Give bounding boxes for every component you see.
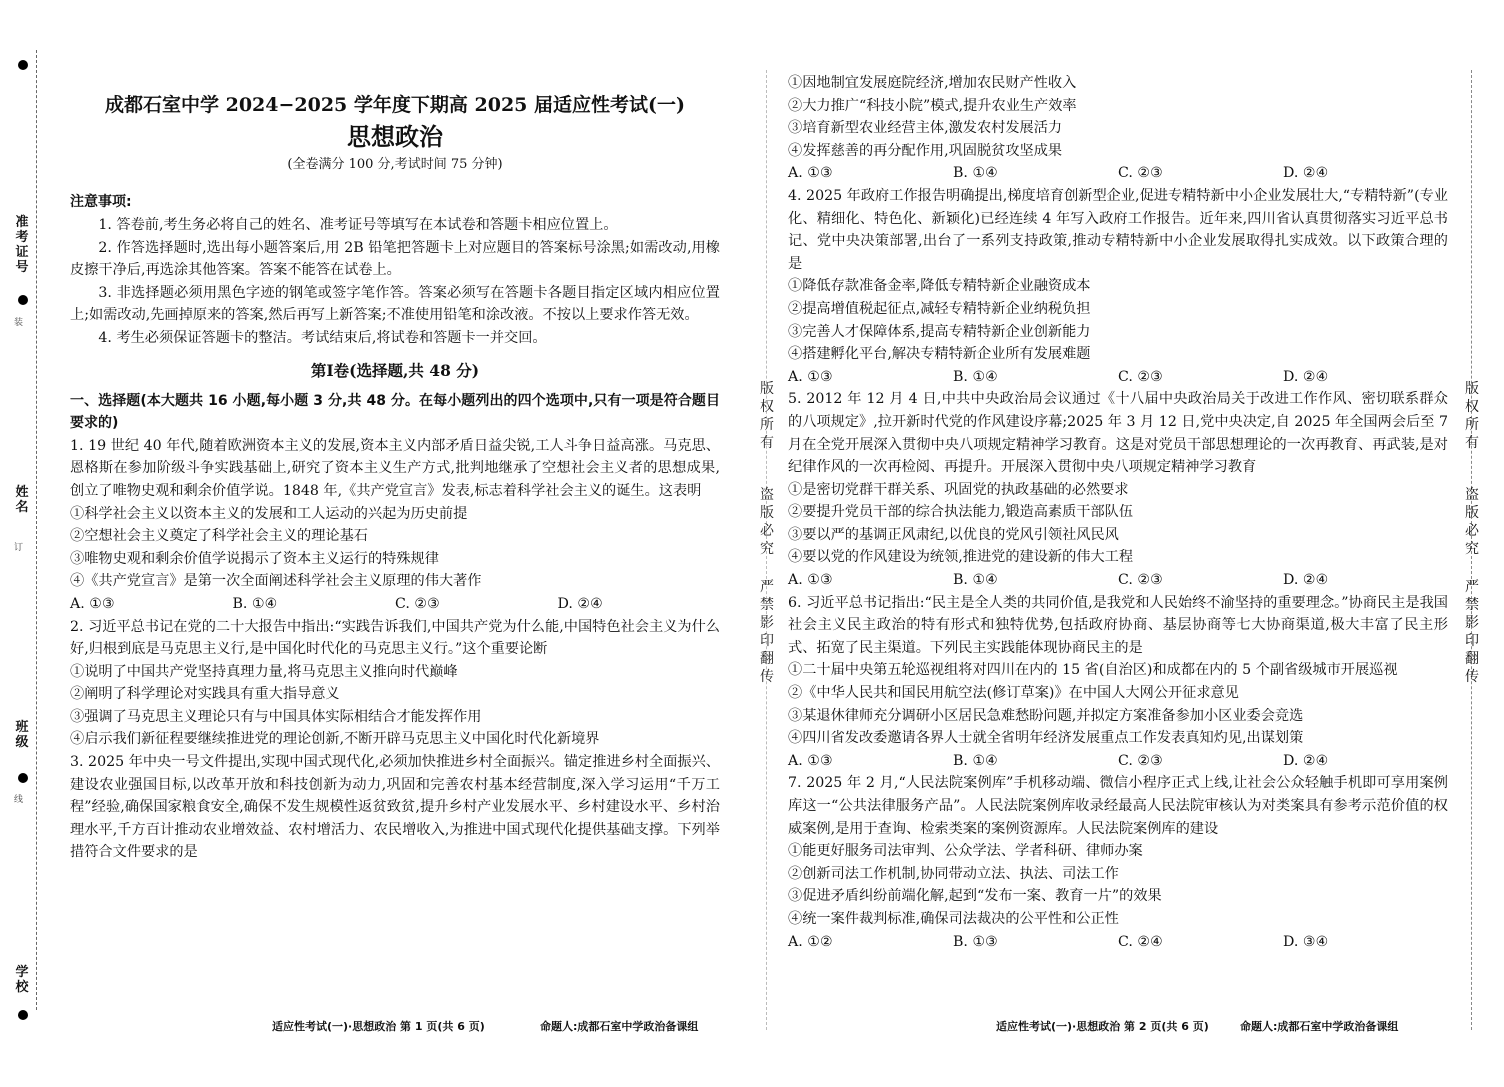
choice-a[interactable]: A. ①③ [788, 572, 833, 589]
mark-xian: 线 [14, 795, 24, 805]
section-heading: 第Ⅰ卷(选择题,共 48 分) [310, 360, 480, 380]
choice-d[interactable]: D. ②④ [557, 595, 603, 612]
choice-d[interactable]: D. ②④ [1283, 368, 1329, 385]
footer-author-2: 命题人:成都石室中学政治备课组 [1240, 1020, 1399, 1033]
copyright-text-mid: 盗版必究 [1465, 487, 1479, 557]
question-item: ④启示我们新征程要继续推进党的理论创新,不断开辟马克思主义中国化时代化新境界 [70, 731, 600, 748]
question-stem: 2. 习近平总书记在党的二十大报告中指出:“实践告诉我们,中国共产党为什么能,中国特色社会主义为什么好,归根到底是马克思主义行,是中国化时代化的马克思主义行。”这个重要论断 [70, 618, 720, 658]
question-stem: 7. 2025 年 2 月,“人民法院案例库”手机移动端、微信小程序正式上线,让社会公众轻触手机即可享用案例库这一“公共法律服务产品”。人民法院案例库收录经最高人民法院审核认为对类案具有参考示范价值的权威案例,是用于查询、检索类案的案例资源库。人民法院案例库的建设 [788, 775, 1448, 837]
question-item: ③要以严的基调正风肃纪,以优良的党风引领社风民风 [788, 526, 1119, 543]
choice-c[interactable]: C. ②③ [395, 595, 440, 612]
choice-d[interactable]: D. ②④ [1283, 752, 1329, 769]
copyright-text-mid: 盗版必究 [760, 487, 774, 557]
question-6 [788, 592, 1448, 773]
question-item: ②《中华人民共和国民用航空法(修订草案)》在中国人大网公开征求意见 [788, 685, 1239, 702]
choice-a[interactable]: A. ①③ [788, 368, 833, 385]
question-item: ②空想社会主义奠定了科学社会主义的理论基石 [70, 528, 368, 545]
mark-zhuang: 装 [14, 318, 24, 328]
right-column [788, 72, 1448, 953]
question-item: ③强调了马克思主义理论只有与中国具体实际相结合才能发挥作用 [70, 708, 482, 725]
answer-choices [788, 569, 1448, 592]
label-exam-number: 准考证号 [15, 215, 29, 275]
choice-c[interactable]: C. ②③ [1118, 752, 1163, 769]
question-item: ①说明了中国共产党坚持真理力量,将马克思主义推向时代巅峰 [70, 663, 458, 680]
question-5 [788, 388, 1448, 591]
question-item: ③完善人才保障体系,提高专精特新企业创新能力 [788, 323, 1091, 340]
notice-item: 4. 考生必须保证答题卡的整洁。考试结束后,将试卷和答题卡一并交回。 [98, 329, 547, 346]
question-stem: 3. 2025 年中央一号文件提出,实现中国式现代化,必须加快推进乡村全面振兴。锚定推进乡村全面振兴、建设农业强国目标,以改革开放和科技创新为动力,巩固和完善农村基本经营制度,深入学习运用“千万工程”经验,确保国家粮食安全,确保不发生规模性返贫致贫,提升乡村产业发展水平、乡村建设水平、乡村治理水平,千方百计推动农业增效益、农村增活力、农民增收入,为推进中国式现代化提供基础支撑。下列举措符合文件要求的是 [70, 754, 720, 861]
question-item: ③唯物史观和剩余价值学说揭示了资本主义运行的特殊规律 [70, 550, 439, 567]
question-item: ①能更好服务司法审判、公众学法、学者科研、律师办案 [788, 843, 1143, 860]
question-item: ②要提升党员干部的综合执法能力,锻造高素质干部队伍 [788, 504, 1134, 521]
question-item: ④发挥慈善的再分配作用,巩固脱贫攻坚成果 [788, 142, 1063, 159]
question-stem: 4. 2025 年政府工作报告明确提出,梯度培育创新型企业,促进专精特新中小企业发展壮大,“专精特新”(专业化、精细化、特色化、新颖化)已经连续 4 年写入政府工作报告。近年来,四川省认真贯彻落实习近平总书记、党中央决策部署,出台了一系列支持政策,推动专精特新中小企业发展取得扎实成效。以下政策合理的是 [788, 187, 1448, 272]
question-3-options [788, 72, 1448, 185]
question-item: ①降低存款准备金率,降低专精特新企业融资成本 [788, 278, 1091, 295]
binding-dot [18, 773, 28, 783]
question-7 [788, 772, 1448, 953]
question-item: ②提高增值税起征点,减轻专精特新企业纳税负担 [788, 300, 1091, 317]
question-item: ④《共产党宣言》是第一次全面阐述科学社会主义原理的伟大著作 [70, 573, 482, 590]
question-item: ②阐明了科学理论对实践具有重大指导意义 [70, 686, 340, 703]
footer-page-1: 适应性考试(一)·思想政治 第 1 页(共 6 页) [272, 1020, 485, 1033]
label-name: 姓名 [15, 485, 29, 515]
choice-d[interactable]: D. ③④ [1283, 933, 1329, 950]
question-item: ③某退休律师充分调研小区居民急难愁盼问题,并拟定方案准备参加小区业委会竞选 [788, 707, 1304, 724]
choice-b[interactable]: B. ①④ [953, 165, 998, 182]
question-item: ①科学社会主义以资本主义的发展和工人运动的兴起为历史前提 [70, 505, 468, 522]
subject-title: 思想政治 [347, 122, 443, 151]
question-item: ④统一案件裁判标准,确保司法裁决的公平性和公正性 [788, 910, 1119, 927]
choice-d[interactable]: D. ②④ [1283, 165, 1329, 182]
question-2 [70, 616, 720, 752]
choice-b[interactable]: B. ①④ [953, 752, 998, 769]
question-item: ④要以党的作风建设为统领,推进党的建设新的伟大工程 [788, 549, 1134, 566]
question-item: ①是密切党群干群关系、巩固党的执政基础的必然要求 [788, 481, 1129, 498]
choice-c[interactable]: C. ②③ [1118, 572, 1163, 589]
notice-item: 2. 作答选择题时,选出每小题答案后,用 2B 铅笔把答题卡上对应题目的答案标号涂黑;如需改动,用橡皮擦干净后,再选涂其他答案。答案不能答在试卷上。 [70, 239, 720, 279]
question-item: ①二十届中央第五轮巡视组将对四川在内的 15 省(自治区)和成都在内的 5 个副省级城市开展巡视 [788, 662, 1398, 679]
copyright-divider-right [1462, 380, 1482, 730]
question-4 [788, 185, 1448, 388]
footer-page-2: 适应性考试(一)·思想政治 第 2 页(共 6 页) [996, 1020, 1209, 1033]
choice-b[interactable]: B. ①④ [232, 595, 278, 612]
copyright-text-bottom: 严禁影印翻传 [760, 579, 774, 685]
choice-b[interactable]: B. ①④ [953, 368, 998, 385]
binding-line [36, 50, 37, 1010]
question-item: ③促进矛盾纠纷前端化解,起到“发布一案、教育一片”的效果 [788, 888, 1162, 905]
question-item: ④搭建孵化平台,解决专精特新企业所有发展难题 [788, 346, 1091, 363]
binding-dot [18, 60, 28, 70]
choice-b[interactable]: B. ①③ [953, 933, 998, 950]
notice-heading: 注意事项: [70, 194, 132, 210]
question-item: ③培育新型农业经营主体,激发农村发展活力 [788, 120, 1063, 137]
question-stem: 6. 习近平总书记指出:“民主是全人类的共同价值,是我党和人民始终不渝坚持的重要理念。”协商民主是我国社会主义民主政治的特有形式和独特优势,包括政府协商、基层协商等七大协商渠道,极大丰富了民主形式、拓宽了民主渠道。下列民主实践能体现协商民主的是 [788, 594, 1448, 656]
question-item: ②大力推广“科技小院”模式,提升农业生产效率 [788, 97, 1077, 114]
binding-dot [18, 295, 28, 305]
notice-item: 1. 答卷前,考生务必将自己的姓名、准考证号等填写在本试卷和答题卡相应位置上。 [98, 217, 618, 233]
copyright-text-bottom: 严禁影印翻传 [1465, 579, 1479, 685]
footer-author-1: 命题人:成都石室中学政治备课组 [540, 1020, 699, 1033]
choice-a[interactable]: A. ①③ [788, 752, 833, 769]
binding-dot [18, 1010, 28, 1020]
label-class: 班级 [15, 720, 29, 750]
question-1 [70, 435, 720, 616]
question-stem: 5. 2012 年 12 月 4 日,中共中央政治局会议通过《十八届中央政治局关于改进工作作风、密切联系群众的八项规定》,拉开新时代党的作风建设序幕;2025 年 3 月 12 日,党中央决定,自 2025 年全国两会后至 7 月在全党开展深入贯彻中央八项规定精神学习教育。这是对党员干部思想理论的一次再教育、再武装,是对纪律作风的一次再检阅、再提升。开展深入贯彻中央八项规定精神学习教育 [788, 391, 1448, 476]
copyright-divider [757, 380, 777, 730]
question-item: ④四川省发改委邀请各界人士就全省明年经济发展重点工作发表真知灼见,出谋划策 [788, 730, 1304, 747]
choice-c[interactable]: C. ②③ [1118, 368, 1163, 385]
choice-c[interactable]: C. ②③ [1118, 165, 1163, 182]
answer-choices [788, 162, 1448, 185]
exam-info: (全卷满分 100 分,考试时间 75 分钟) [287, 157, 503, 172]
answer-choices [788, 931, 1448, 954]
copyright-text-top: 版权所有 [760, 381, 774, 451]
choice-b[interactable]: B. ①④ [953, 572, 998, 589]
choice-c[interactable]: C. ②④ [1118, 933, 1163, 950]
label-school: 学校 [15, 965, 29, 995]
question-item: ②创新司法工作机制,协同带动立法、执法、司法工作 [788, 865, 1119, 882]
exam-title: 成都石室中学 2024−2025 学年度下期高 2025 届适应性考试(一) [104, 94, 685, 116]
question-stem: 1. 19 世纪 40 年代,随着欧洲资本主义的发展,资本主义内部矛盾日益尖锐,工人斗争日益高涨。马克思、恩格斯在参加阶级斗争实践基础上,研究了资本主义生产方式,批判地继承了空想社会主义者的思想成果,创立了唯物史观和剩余价值学说。1848 年,《共产党宣言》发表,标志着科学社会主义的诞生。这表明 [70, 437, 720, 499]
copyright-text-top: 版权所有 [1465, 381, 1479, 451]
choice-a[interactable]: A. ①② [788, 933, 833, 950]
choice-d[interactable]: D. ②④ [1283, 572, 1329, 589]
binding-strip [0, 40, 48, 1040]
choice-a[interactable]: A. ①③ [70, 595, 115, 612]
mark-ding: 订 [14, 543, 24, 553]
question-3 [70, 751, 720, 864]
answer-choices [788, 750, 1448, 773]
answer-choices [788, 366, 1448, 389]
left-column [70, 70, 720, 864]
answer-choices [70, 593, 720, 616]
choice-a[interactable]: A. ①③ [788, 165, 833, 182]
part-heading: 一、选择题(本大题共 16 小题,每小题 3 分,共 48 分。在每小题列出的四个选项中,只有一项是符合题目要求的) [70, 392, 720, 432]
notice-item: 3. 非选择题必须用黑色字迹的钢笔或签字笔作答。答案必须写在答题卡各题目指定区域内相应位置上;如需改动,先画掉原来的答案,然后再写上新答案;不准使用铅笔和涂改液。不按以上要求作答无效。 [70, 284, 720, 324]
question-item: ①因地制宜发展庭院经济,增加农民财产性收入 [788, 75, 1077, 91]
